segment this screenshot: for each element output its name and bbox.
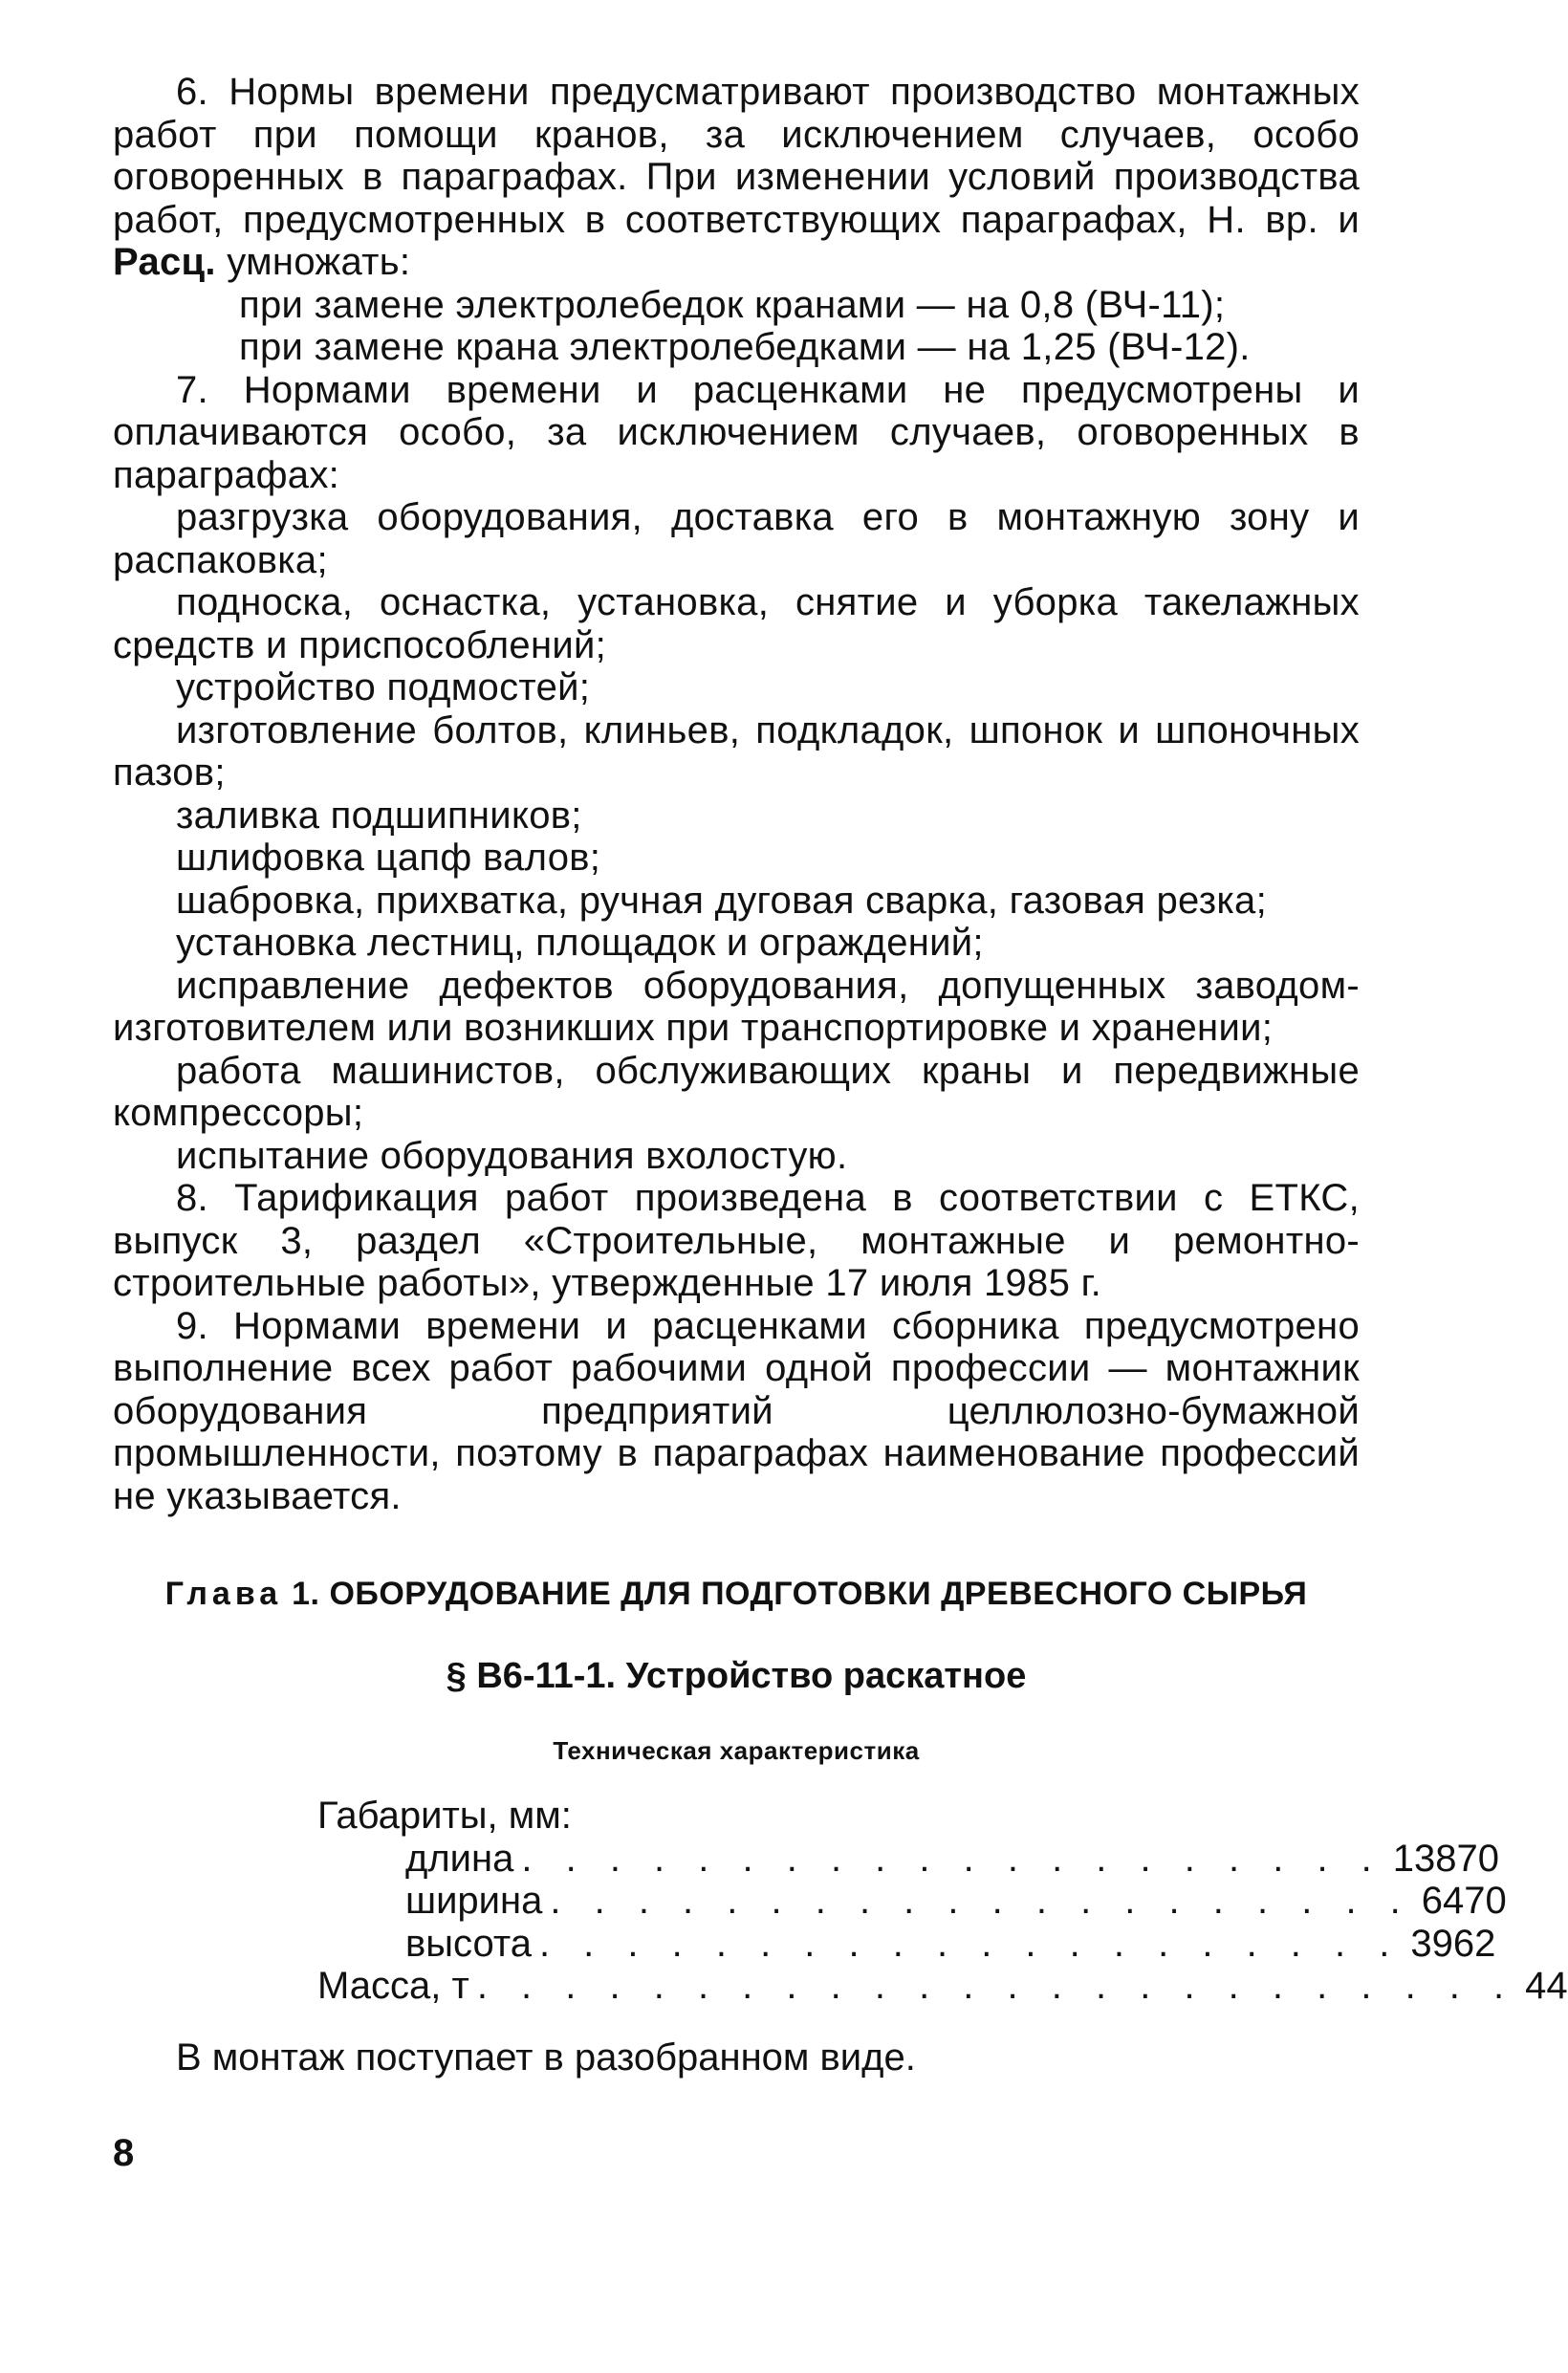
paragraph-6-tail: умножать: xyxy=(215,241,411,283)
list-item: разгрузка оборудования, доставка его в монтажную зону и распаковка; xyxy=(113,496,1360,581)
list-item: подноска, оснастка, установка, снятие и уборка такелажных средств и приспособлений; xyxy=(113,581,1360,666)
spec-row xyxy=(317,1837,1500,1881)
list-item: шлифовка цапф валов; xyxy=(176,837,601,879)
spec-group-label-row xyxy=(317,1795,1168,1838)
spec-label: высота xyxy=(405,1922,532,1965)
dot-leader: . . . . . . . . . . . . . . . . . . . . xyxy=(521,1837,1383,1880)
list-item: устройство подмостей; xyxy=(176,666,591,708)
document-page xyxy=(113,71,1568,2174)
dot-leader: . . . . . . . . . . . . . . . . . . . . xyxy=(550,1880,1412,1922)
chapter-title: ОБОРУДОВАНИЕ ДЛЯ ПОДГОТОВКИ ДРЕВЕСНОГО СЫРЬЯ xyxy=(329,1576,1308,1612)
spec-value: 13870 xyxy=(1392,1837,1500,1880)
list-item: исправление дефектов оборудования, допущенных заводом-изготовителем или возникших при транспортировке и хранении; xyxy=(113,964,1360,1049)
spec-label: длина xyxy=(405,1837,514,1880)
chapter-heading xyxy=(113,1575,1360,1613)
list-item: установка лестниц, площадок и ограждений; xyxy=(176,922,984,964)
section-title: § В6-11-1. Устройство раскатное xyxy=(446,1656,1027,1696)
spec-value: 6470 xyxy=(1421,1880,1507,1922)
list-item: работа машинистов, обслуживающих краны и передвижные компрессоры; xyxy=(113,1049,1360,1134)
spec-value: 3962 xyxy=(1410,1922,1496,1965)
dot-leader: . . . . . . . . . . . . . . . . . . . . xyxy=(538,1922,1402,1965)
spec-row xyxy=(317,1922,1496,1966)
list-item: заливка подшипников; xyxy=(176,794,582,837)
paragraph-6-item-1: при замене электролебедок кранами — на 0,8 (ВЧ-11); xyxy=(239,283,1226,326)
spec-table xyxy=(317,1795,1568,2008)
page-number: 8 xyxy=(113,2132,135,2174)
paragraph-6 xyxy=(113,71,1360,284)
chapter-number: 1. xyxy=(292,1576,320,1612)
list-item: шабровка, прихватка, ручная дуговая сварка, газовая резка; xyxy=(176,879,1267,922)
paragraph-6-bold-term: Расц. xyxy=(113,241,216,283)
spec-value: 44 xyxy=(1525,1965,1568,2007)
spec-row xyxy=(317,1880,1507,1923)
chapter-prefix: Глава xyxy=(164,1576,283,1612)
paragraph-9: 9. Нормами времени и расценками сборника предусмотрено выполнение всех работ рабочими одной профессии — монтажник оборудования предприятий целлюлозно-бумажной промышленности, поэтому в параграфах наименование профессий не указывается. xyxy=(113,1304,1360,1517)
paragraph-7-intro: 7. Нормами времени и расценками не предусмотрены и оплачиваются особо, за исключением случаев, оговоренных в параграфах: xyxy=(113,368,1360,496)
paragraph-6-text: 6. Нормы времени предусматривают производство монтажных работ при помощи кранов, за исключением случаев, особо оговоренных в параграфах. При изменении условий производства работ, предусмотренных в соответствующих параграфах, Н. вр. и xyxy=(113,71,1360,241)
spec-group-label: Габариты, мм: xyxy=(317,1795,572,1837)
list-item: изготовление болтов, клиньев, подкладок, шпонок и шпоночных пазов; xyxy=(113,708,1360,794)
paragraph-6-item-2: при замене крана электролебедками — на 1,25 (ВЧ-12). xyxy=(239,326,1251,368)
tech-heading: Техническая характеристика xyxy=(553,1736,920,1765)
list-item: испытание оборудования вхолостую. xyxy=(176,1134,848,1177)
dot-leader: . . . . . . . . . . . . . . . . . . . . . . . . xyxy=(476,1965,1516,2007)
paragraph-8: 8. Тарификация работ произведена в соответствии с ЕТКС, выпуск 3, раздел «Строительные, монтажные и ремонтно-строительные работы», утвержденные 17 июля 1985 г. xyxy=(113,1177,1360,1304)
spec-row-mass xyxy=(317,1965,1568,2008)
delivery-note: В монтаж поступает в разобранном виде. xyxy=(176,2036,916,2079)
spec-label: Масса, т xyxy=(317,1965,469,2007)
spec-label: ширина xyxy=(405,1880,543,1922)
